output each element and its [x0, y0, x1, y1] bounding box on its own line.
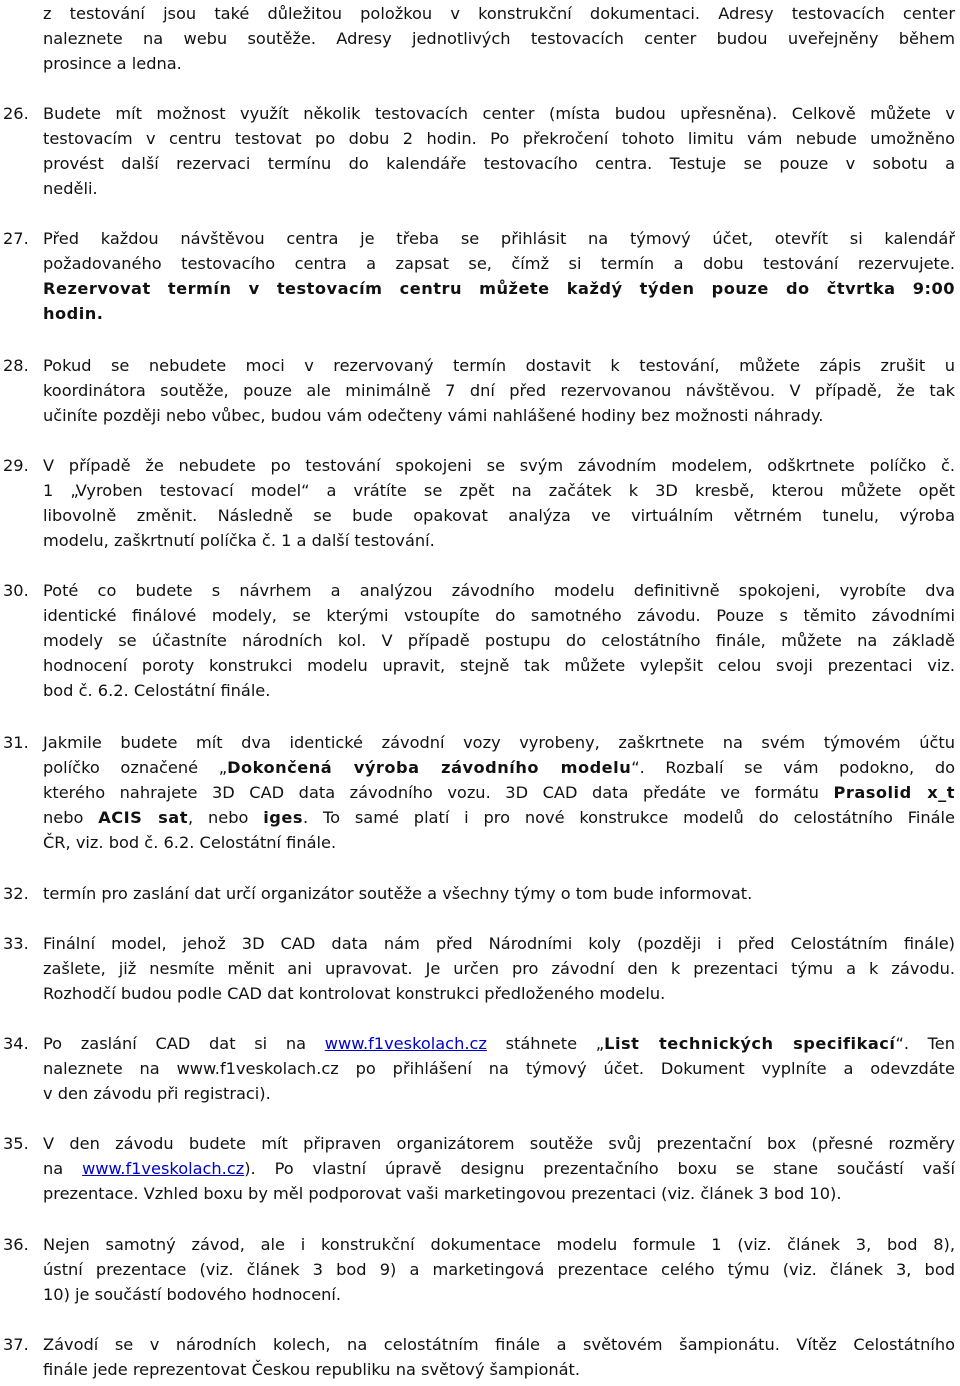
bold-text-line: hodin. [43, 304, 104, 323]
text-line: požadovaného testovacího centra a zapsat se, čímž si termín a dobu testování rezervujete. [43, 254, 955, 273]
text-line: ústní prezentace (viz. článek 3 bod 9) a marketingová prezentace celého týmu (viz. článek 3, bod [43, 1260, 955, 1279]
item-number: 37. [3, 1335, 29, 1354]
item-number: 33. [3, 934, 29, 953]
text-line: termín pro zaslání dat určí organizátor soutěže a všechny týmy o tom bude informovat. [43, 884, 753, 903]
bold-term: Prasolid x_t [833, 783, 955, 802]
text-line: Nejen samotný závod, ale i konstrukční dokumentace modelu formule 1 (viz. článek 3, bod 8), [43, 1235, 955, 1254]
item-number: 36. [3, 1235, 29, 1254]
item-number: 34. [3, 1034, 29, 1053]
text-line: koordinátora soutěže, pouze ale minimálně 7 dní před rezervovanou návštěvou. V případě, že tak [43, 381, 955, 400]
text-line: bod č. 6.2. Celostátní finále. [43, 681, 271, 700]
bold-term: iges [263, 808, 303, 827]
item-number: 26. [3, 104, 29, 123]
bold-term: List technických specifikací [604, 1034, 896, 1053]
text-line: hodnocení poroty konstrukci modelu upravit, stejně tak můžete vylepšit celou svoji prezentaci viz. [43, 656, 955, 675]
text-line: 1 „Vyroben testovací model“ a vrátíte se zpět na začátek k 3D kresbě, kterou můžete opět [43, 481, 955, 500]
text-line: Poté co budete s návrhem a analýzou závodního modelu definitivně spokojeni, vyrobíte dva [43, 581, 955, 600]
text-line: učiníte později nebo vůbec, budou vám odečteny vámi nahlášené hodiny bez možnosti náhrady. [43, 406, 824, 425]
bold-term: Dokončená výroba závodního modelu [227, 758, 632, 777]
text-line: modely se účastníte národních kol. V případě postupu do celostátního finále, můžete na základě [43, 631, 955, 650]
text-line: testovacím v centru testovat po dobu 2 hodin. Po překročení tohoto limitu vám nebude umožněno [43, 129, 955, 148]
text-line: prosince a ledna. [43, 54, 182, 73]
item-number: 31. [3, 733, 29, 752]
item-number: 35. [3, 1134, 29, 1153]
text-line: identické finálové modely, se kterými vstoupíte do samotného závodu. Pouze s těmito závodními [43, 606, 955, 625]
text-line: Finální model, jehož 3D CAD data nám před Národními koly (později i před Celostátním finále) [43, 934, 955, 953]
item-number: 32. [3, 884, 29, 903]
text-line: zašlete, již nesmíte měnit ani upravovat. Je určen pro závodní den k prezentaci týmu a k závodu. [43, 959, 955, 978]
text-line: prezentace. Vzhled boxu by měl podporovat vaši marketingovou prezentaci (viz. článek 3 bod 10). [43, 1184, 842, 1203]
text-line: z testování jsou také důležitou položkou v konstrukční dokumentaci. Adresy testovacích center [43, 4, 955, 23]
text-line: Rozhodčí budou podle CAD dat kontrolovat konstrukci předloženého modelu. [43, 984, 666, 1003]
text-line: V den závodu budete mít připraven organizátorem soutěže svůj prezentační box (přesné rozměry [43, 1134, 955, 1153]
item-number: 28. [3, 356, 29, 375]
text-line: naleznete na webu soutěže. Adresy jednotlivých testovacích center budou uveřejněny během [43, 29, 955, 48]
text-line: Pokud se nebudete moci v rezervovaný termín dostavit k testování, můžete zápis zrušit u [43, 356, 955, 375]
text-line: 10) je součástí bodového hodnocení. [43, 1285, 342, 1304]
item-number: 30. [3, 581, 29, 600]
website-link[interactable]: www.f1veskolach.cz [82, 1159, 245, 1178]
text-line: provést další rezervaci termínu do kalendáře testovacího centra. Testuje se pouze v sobotu a [43, 154, 955, 173]
text-line: naleznete na www.f1veskolach.cz po přihlášení na týmový účet. Dokument vyplníte a odevzdáte [43, 1059, 955, 1078]
text-line: Budete mít možnost využít několik testovacích center (místa budou upřesněna). Celkově můžete v [43, 104, 955, 123]
website-link[interactable]: www.f1veskolach.cz [324, 1034, 487, 1053]
item-number: 27. [3, 229, 29, 248]
intro-paragraph [43, 1, 955, 76]
text-line: nebo ACIS sat, nebo iges. To samé platí i pro nové konstrukce modelů do celostátního Finále [43, 808, 956, 827]
text-line: Jakmile budete mít dva identické závodní vozy vyrobeny, zaškrtnete na svém týmovém účtu [43, 733, 955, 752]
text-line: Závodí se v národních kolech, na celostátním finále a světovém šampionátu. Vítěz Celostátního [43, 1335, 955, 1354]
text-line: ČR, viz. bod č. 6.2. Celostátní finále. [43, 833, 337, 852]
bold-term: ACIS sat [98, 808, 188, 827]
text-line: na www.f1veskolach.cz). Po vlastní úpravě designu prezentačního boxu se stane součástí vaší [43, 1159, 955, 1178]
text-line: V případě že nebudete po testování spokojeni se svým závodním modelem, odškrtnete políčko č. [43, 456, 955, 475]
text-line: v den závodu při registraci). [43, 1084, 271, 1103]
text-line: políčko označené „Dokončená výroba závodního modelu“. Rozbalí se vám podokno, do [43, 758, 955, 777]
text-line: modelu, zaškrtnutí políčka č. 1 a další testování. [43, 531, 435, 550]
text-line: Po zaslání CAD dat si na www.f1veskolach.cz stáhnete „List technických specifikací“. Ten [43, 1034, 956, 1053]
text-line: kterého nahrajete 3D CAD data závodního vozu. 3D CAD data předáte ve formátu Prasolid x_t [43, 783, 955, 802]
text-line: libovolně změnit. Následně se bude opakovat analýza ve virtuálním větrném tunelu, výroba [43, 506, 955, 525]
item-number: 29. [3, 456, 29, 475]
text-line: Před každou návštěvou centra je třeba se přihlásit na týmový účet, otevřít si kalendář [43, 229, 955, 248]
text-line: finále jede reprezentovat Českou republiku na světový šampionát. [43, 1360, 581, 1379]
text-line: neděli. [43, 179, 98, 198]
bold-text-line: Rezervovat termín v testovacím centru můžete každý týden pouze do čtvrtka 9:00 [43, 279, 955, 298]
